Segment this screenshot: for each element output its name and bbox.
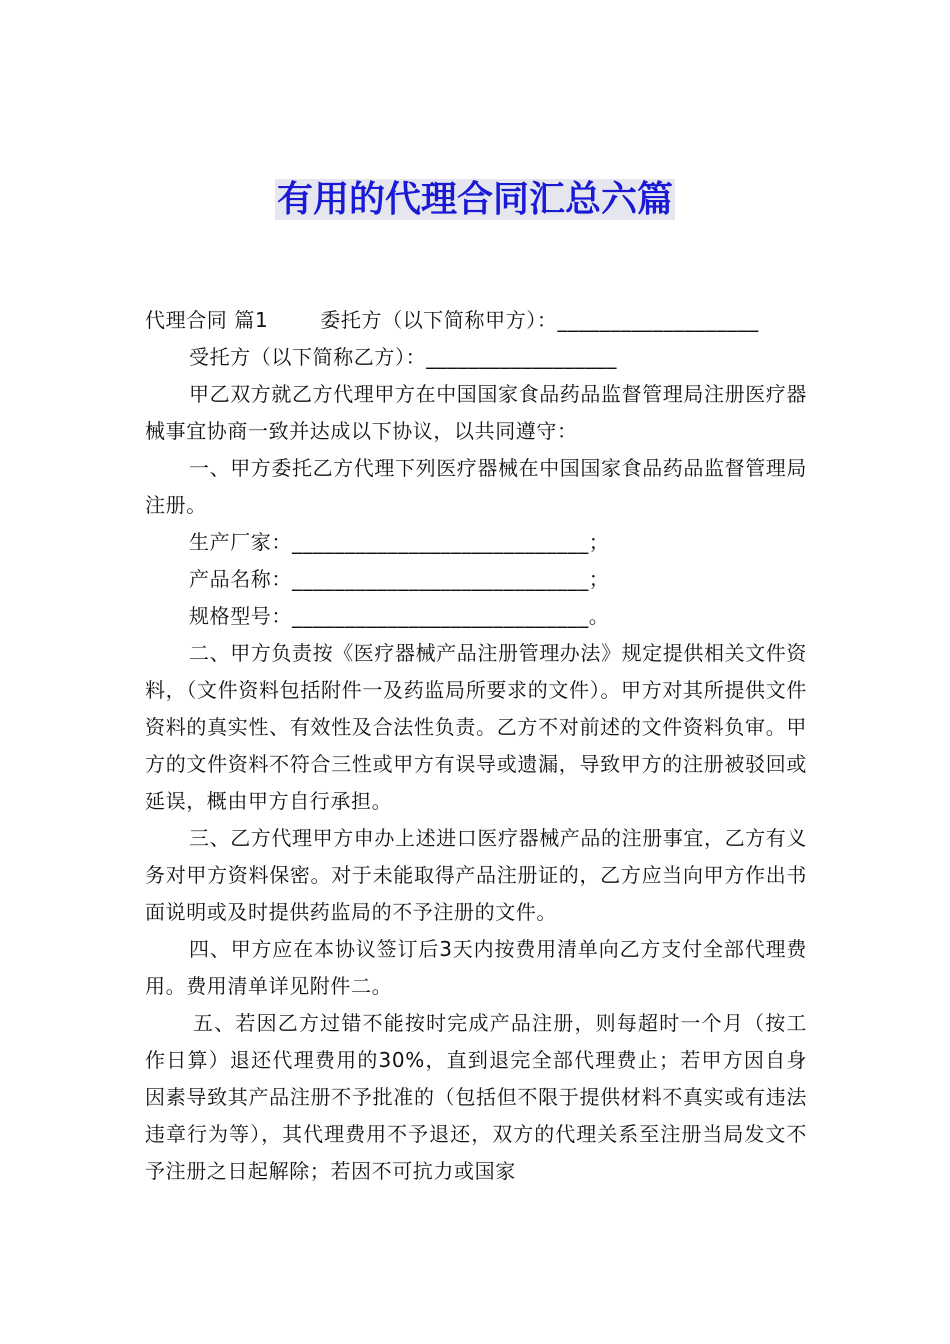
principal-party-line: 委托方（以下简称甲方）：___________________ <box>320 308 759 332</box>
section-heading: 代理合同 篇1 <box>145 308 269 332</box>
paragraph-clause-3: 三、乙方代理甲方申办上述进口医疗器械产品的注册事宜，乙方有义务对甲方资料保密。对于未能取得产品注册证的，乙方应当向甲方作出书面说明或及时提供药监局的不予注册的文件。 <box>145 826 807 924</box>
document-body <box>145 302 807 1190</box>
paragraph-clause-4: 四、甲方应在本协议签订后3天内按费用清单向乙方支付全部代理费用。费用清单详见附件二。 <box>145 937 807 998</box>
specification-field: 规格型号：____________________________。 <box>189 604 610 628</box>
agent-party-line: 受托方（以下简称乙方）：__________________ <box>189 345 617 369</box>
paragraph-clause-5: 五、若因乙方过错不能按时完成产品注册，则每超时一个月（按工作日算）退还代理费用的30%，直到退完全部代理费止；若甲方因自身因素导致其产品注册不予批准的（包括但不限于提供材料不真实或有违法违章行为等），其代理费用不予退还，双方的代理关系至注册当局发文不予注册之日起解除；若因不可抗力或国家 <box>145 1011 807 1183</box>
paragraph-intro: 甲乙双方就乙方代理甲方在中国国家食品药品监督管理局注册医疗器械事宜协商一致并达成以下协议，以共同遵守： <box>145 382 807 443</box>
manufacturer-field: 生产厂家：____________________________； <box>189 530 610 554</box>
paragraph-clause-1: 一、甲方委托乙方代理下列医疗器械在中国国家食品药品监督管理局注册。 <box>145 456 807 517</box>
first-line <box>145 302 807 339</box>
document-title <box>0 176 950 224</box>
product-name-field: 产品名称：____________________________； <box>189 567 610 591</box>
document-title-text: 有用的代理合同汇总六篇 <box>276 179 673 220</box>
paragraph-clause-2: 二、甲方负责按《医疗器械产品注册管理办法》规定提供相关文件资料，（文件资料包括附件一及药监局所要求的文件）。甲方对其所提供文件资料的真实性、有效性及合法性负责。乙方不对前述的文件资料负审。甲方的文件资料不符合三性或甲方有误导或遗漏，导致甲方的注册被驳回或延误，概由甲方自行承担。 <box>145 641 807 813</box>
